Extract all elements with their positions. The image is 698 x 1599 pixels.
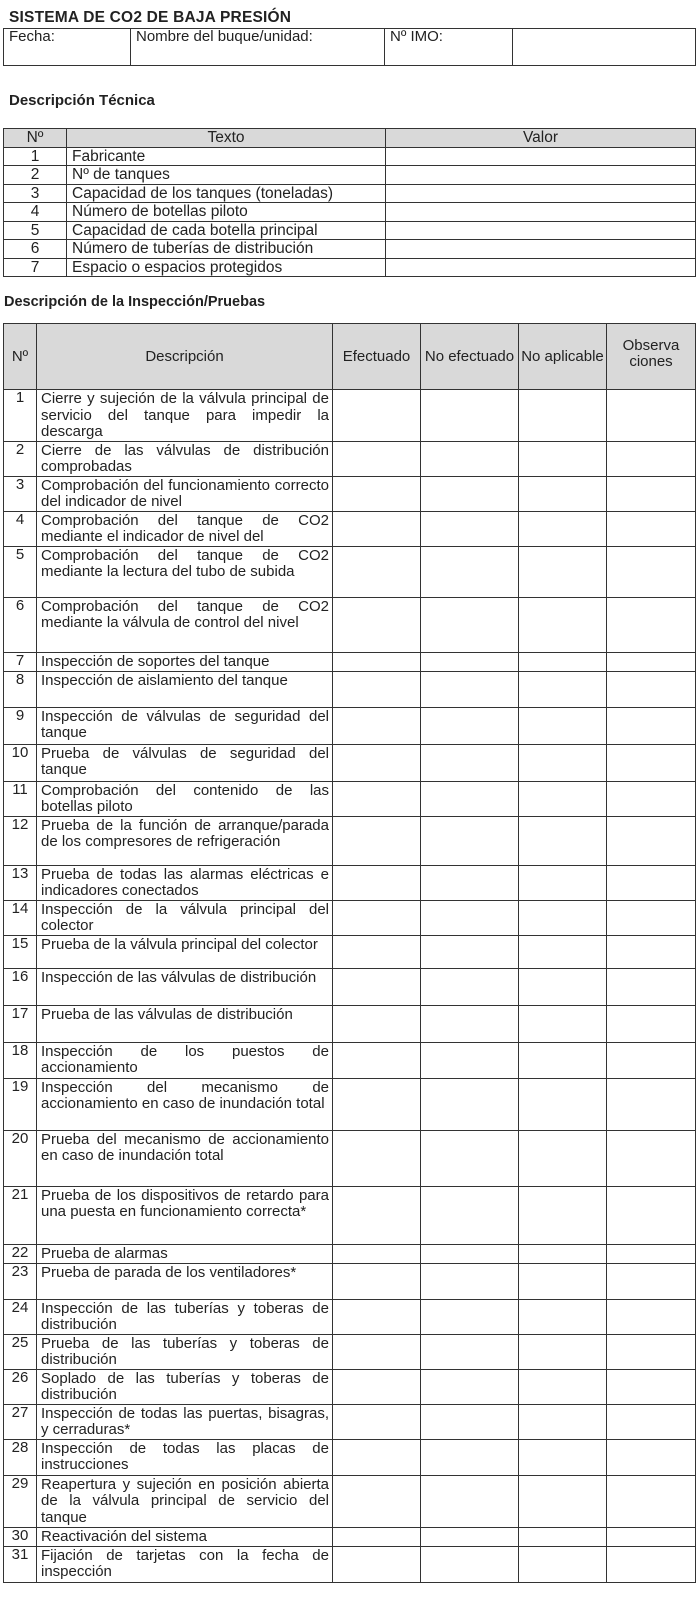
done-cell[interactable]: [333, 1005, 421, 1042]
not-done-cell[interactable]: [421, 390, 519, 442]
tech-row: [4, 166, 696, 185]
not-applicable-cell[interactable]: [519, 511, 607, 546]
table-row: [4, 1404, 696, 1439]
row-number: 19: [4, 1078, 37, 1130]
tech-row-value-cell[interactable]: [386, 184, 696, 203]
row-number: 17: [4, 1005, 37, 1042]
not-done-cell[interactable]: [421, 781, 519, 816]
header-not-applicable: No aplicable: [519, 324, 607, 390]
done-cell[interactable]: [333, 968, 421, 1005]
row-description: Comprobación del tanque de CO2 mediante la válvula de control del nivel: [37, 597, 333, 652]
not-done-cell[interactable]: [421, 511, 519, 546]
not-done-cell[interactable]: [421, 1334, 519, 1369]
tech-row-value-cell[interactable]: [386, 203, 696, 222]
done-cell[interactable]: [333, 935, 421, 968]
observations-cell[interactable]: [607, 1263, 696, 1299]
tech-row: [4, 203, 696, 222]
technical-description-table: [3, 128, 696, 277]
observations-cell[interactable]: [607, 1334, 696, 1369]
not-applicable-cell[interactable]: [519, 1475, 607, 1527]
not-applicable-cell[interactable]: [519, 1263, 607, 1299]
table-row: [4, 476, 696, 511]
not-applicable-cell[interactable]: [519, 707, 607, 744]
not-applicable-cell[interactable]: [519, 1130, 607, 1186]
not-done-cell[interactable]: [421, 900, 519, 935]
row-number: 16: [4, 968, 37, 1005]
observations-cell[interactable]: [607, 781, 696, 816]
not-done-cell[interactable]: [421, 1299, 519, 1334]
not-applicable-cell[interactable]: [519, 900, 607, 935]
tech-header-value: Valor: [386, 129, 696, 148]
tech-header-text: Texto: [67, 129, 386, 148]
not-done-cell[interactable]: [421, 1546, 519, 1582]
row-number: 9: [4, 707, 37, 744]
done-cell[interactable]: [333, 546, 421, 597]
row-description: Fijación de tarjetas con la fecha de inspección: [37, 1546, 333, 1582]
table-row: [4, 511, 696, 546]
row-description: Prueba de las tuberías y toberas de distribución: [37, 1334, 333, 1369]
observations-cell[interactable]: [607, 390, 696, 442]
table-row: [4, 744, 696, 781]
tech-header-number: Nº: [4, 129, 67, 148]
table-row: [4, 1546, 696, 1582]
header-done: Efectuado: [333, 324, 421, 390]
row-number: 7: [4, 652, 37, 671]
done-cell[interactable]: [333, 671, 421, 707]
row-number: 6: [4, 597, 37, 652]
table-row: [4, 1042, 696, 1078]
row-description: Prueba de los dispositivos de retardo para una puesta en funcionamiento correcta*: [37, 1186, 333, 1244]
table-row: [4, 1527, 696, 1546]
tech-row-number: 5: [4, 221, 67, 240]
tech-row: [4, 221, 696, 240]
table-row: [4, 390, 696, 442]
done-cell[interactable]: [333, 652, 421, 671]
row-number: 13: [4, 865, 37, 900]
done-cell[interactable]: [333, 1404, 421, 1439]
not-done-cell[interactable]: [421, 671, 519, 707]
not-applicable-cell[interactable]: [519, 1334, 607, 1369]
table-row: [4, 1186, 696, 1244]
observations-cell[interactable]: [607, 865, 696, 900]
not-applicable-cell[interactable]: [519, 441, 607, 476]
observations-cell[interactable]: [607, 1042, 696, 1078]
row-number: 21: [4, 1186, 37, 1244]
observations-cell[interactable]: [607, 652, 696, 671]
row-description: Soplado de las tuberías y toberas de distribución: [37, 1369, 333, 1404]
done-cell[interactable]: [333, 865, 421, 900]
not-applicable-cell[interactable]: [519, 781, 607, 816]
done-cell[interactable]: [333, 1334, 421, 1369]
done-cell[interactable]: [333, 1263, 421, 1299]
row-description: Comprobación del tanque de CO2 mediante la lectura del tubo de subida: [37, 546, 333, 597]
row-description: Prueba de alarmas: [37, 1244, 333, 1263]
not-done-cell[interactable]: [421, 865, 519, 900]
observations-cell[interactable]: [607, 1078, 696, 1130]
row-number: 28: [4, 1439, 37, 1475]
not-applicable-cell[interactable]: [519, 1244, 607, 1263]
tech-row-text: Capacidad de los tanques (toneladas): [67, 184, 386, 203]
not-done-cell[interactable]: [421, 441, 519, 476]
table-row: [4, 1130, 696, 1186]
date-label: Fecha:: [4, 29, 131, 66]
observations-cell[interactable]: [607, 707, 696, 744]
table-row: [4, 441, 696, 476]
not-applicable-cell[interactable]: [519, 390, 607, 442]
table-row: [4, 1005, 696, 1042]
row-description: Comprobación del contenido de las botellas piloto: [37, 781, 333, 816]
tech-row-text: Fabricante: [67, 147, 386, 166]
not-done-cell[interactable]: [421, 1042, 519, 1078]
not-applicable-cell[interactable]: [519, 1299, 607, 1334]
row-description: Inspección de la válvula principal del colector: [37, 900, 333, 935]
not-done-cell[interactable]: [421, 652, 519, 671]
not-done-cell[interactable]: [421, 1527, 519, 1546]
table-row: [4, 546, 696, 597]
table-row: [4, 1475, 696, 1527]
not-done-cell[interactable]: [421, 968, 519, 1005]
not-done-cell[interactable]: [421, 935, 519, 968]
not-done-cell[interactable]: [421, 816, 519, 865]
row-description: Inspección del mecanismo de accionamiento en caso de inundación total: [37, 1078, 333, 1130]
header-description: Descripción: [37, 324, 333, 390]
row-number: 27: [4, 1404, 37, 1439]
tech-row-text: Nº de tanques: [67, 166, 386, 185]
done-cell[interactable]: [333, 390, 421, 442]
tech-row-text: Capacidad de cada botella principal: [67, 221, 386, 240]
not-applicable-cell[interactable]: [519, 671, 607, 707]
done-cell[interactable]: [333, 597, 421, 652]
not-applicable-cell[interactable]: [519, 1078, 607, 1130]
table-row: [4, 1299, 696, 1334]
not-applicable-cell[interactable]: [519, 1439, 607, 1475]
row-number: 20: [4, 1130, 37, 1186]
done-cell[interactable]: [333, 1369, 421, 1404]
table-row: [4, 1078, 696, 1130]
not-done-cell[interactable]: [421, 1130, 519, 1186]
observations-cell[interactable]: [607, 1130, 696, 1186]
row-description: Prueba de válvulas de seguridad del tanque: [37, 744, 333, 781]
row-description: Prueba del mecanismo de accionamiento en caso de inundación total: [37, 1130, 333, 1186]
row-number: 3: [4, 476, 37, 511]
table-row: [4, 1439, 696, 1475]
done-cell[interactable]: [333, 1042, 421, 1078]
observations-cell[interactable]: [607, 1475, 696, 1527]
not-applicable-cell[interactable]: [519, 1369, 607, 1404]
not-done-cell[interactable]: [421, 744, 519, 781]
tech-row-text: Espacio o espacios protegidos: [67, 258, 386, 277]
row-description: Reapertura y sujeción en posición abierta de la válvula principal de servicio del tanque: [37, 1475, 333, 1527]
table-row: [4, 652, 696, 671]
done-cell[interactable]: [333, 441, 421, 476]
not-done-cell[interactable]: [421, 597, 519, 652]
not-done-cell[interactable]: [421, 546, 519, 597]
row-number: 14: [4, 900, 37, 935]
done-cell[interactable]: [333, 781, 421, 816]
not-done-cell[interactable]: [421, 1244, 519, 1263]
table-row: [4, 1263, 696, 1299]
table-row: [4, 1334, 696, 1369]
table-row: [4, 900, 696, 935]
not-applicable-cell[interactable]: [519, 1186, 607, 1244]
not-applicable-cell[interactable]: [519, 968, 607, 1005]
table-row: [4, 781, 696, 816]
done-cell[interactable]: [333, 744, 421, 781]
tech-row: [4, 184, 696, 203]
row-number: 24: [4, 1299, 37, 1334]
table-row: [4, 671, 696, 707]
row-number: 25: [4, 1334, 37, 1369]
done-cell[interactable]: [333, 707, 421, 744]
table-row: [4, 935, 696, 968]
done-cell[interactable]: [333, 1299, 421, 1334]
tech-row-value-cell[interactable]: [386, 240, 696, 259]
done-cell[interactable]: [333, 1244, 421, 1263]
inspection-section-title: Descripción de la Inspección/Pruebas: [4, 294, 266, 310]
observations-cell[interactable]: [607, 1369, 696, 1404]
tech-row: [4, 147, 696, 166]
table-row: [4, 865, 696, 900]
table-row: [4, 816, 696, 865]
row-description: Cierre de las válvulas de distribución comprobadas: [37, 441, 333, 476]
tech-row-number: 4: [4, 203, 67, 222]
row-number: 15: [4, 935, 37, 968]
row-description: Inspección de aislamiento del tanque: [37, 671, 333, 707]
row-description: Inspección de todas las puertas, bisagras, y cerraduras*: [37, 1404, 333, 1439]
tech-row-number: 1: [4, 147, 67, 166]
row-description: Reactivación del sistema: [37, 1527, 333, 1546]
not-applicable-cell[interactable]: [519, 935, 607, 968]
observations-cell[interactable]: [607, 511, 696, 546]
done-cell[interactable]: [333, 1130, 421, 1186]
not-done-cell[interactable]: [421, 1005, 519, 1042]
table-row: [4, 1244, 696, 1263]
observations-cell[interactable]: [607, 546, 696, 597]
observations-cell[interactable]: [607, 900, 696, 935]
observations-cell[interactable]: [607, 1439, 696, 1475]
observations-cell[interactable]: [607, 968, 696, 1005]
not-applicable-cell[interactable]: [519, 652, 607, 671]
not-applicable-cell[interactable]: [519, 1042, 607, 1078]
row-number: 23: [4, 1263, 37, 1299]
not-applicable-cell[interactable]: [519, 1527, 607, 1546]
done-cell[interactable]: [333, 476, 421, 511]
not-done-cell[interactable]: [421, 1186, 519, 1244]
not-done-cell[interactable]: [421, 1369, 519, 1404]
observations-cell[interactable]: [607, 1546, 696, 1582]
table-row: [4, 597, 696, 652]
not-done-cell[interactable]: [421, 1439, 519, 1475]
not-done-cell[interactable]: [421, 1078, 519, 1130]
row-description: Prueba de la función de arranque/parada de los compresores de refrigeración: [37, 816, 333, 865]
row-number: 12: [4, 816, 37, 865]
observations-cell[interactable]: [607, 1299, 696, 1334]
table-row: [4, 1369, 696, 1404]
tech-row-text: Número de tuberías de distribución: [67, 240, 386, 259]
observations-cell[interactable]: [607, 1244, 696, 1263]
not-applicable-cell[interactable]: [519, 744, 607, 781]
row-number: 11: [4, 781, 37, 816]
observations-cell[interactable]: [607, 1186, 696, 1244]
not-applicable-cell[interactable]: [519, 865, 607, 900]
observations-cell[interactable]: [607, 1404, 696, 1439]
not-applicable-cell[interactable]: [519, 1005, 607, 1042]
tech-row-number: 2: [4, 166, 67, 185]
tech-row: [4, 240, 696, 259]
imo-label: Nº IMO:: [385, 29, 513, 66]
row-number: 10: [4, 744, 37, 781]
row-description: Inspección de los puestos de accionamiento: [37, 1042, 333, 1078]
row-number: 8: [4, 671, 37, 707]
not-done-cell[interactable]: [421, 1404, 519, 1439]
done-cell[interactable]: [333, 1546, 421, 1582]
row-description: Inspección de todas las placas de instrucciones: [37, 1439, 333, 1475]
observations-cell[interactable]: [607, 744, 696, 781]
done-cell[interactable]: [333, 1186, 421, 1244]
done-cell[interactable]: [333, 1475, 421, 1527]
page-title: SISTEMA DE CO2 DE BAJA PRESIÓN: [9, 9, 292, 26]
row-description: Inspección de válvulas de seguridad del tanque: [37, 707, 333, 744]
tech-row-value-cell[interactable]: [386, 147, 696, 166]
imo-value-cell[interactable]: [513, 29, 696, 66]
row-number: 4: [4, 511, 37, 546]
not-applicable-cell[interactable]: [519, 1546, 607, 1582]
row-description: Comprobación del funcionamiento correcto del indicador de nivel: [37, 476, 333, 511]
header-number: Nº: [4, 324, 37, 390]
tech-row-value-cell[interactable]: [386, 166, 696, 185]
row-description: Cierre y sujeción de la válvula principal de servicio del tanque para impedir la descarga: [37, 390, 333, 442]
observations-cell[interactable]: [607, 816, 696, 865]
row-number: 2: [4, 441, 37, 476]
row-description: Prueba de todas las alarmas eléctricas e indicadores conectados: [37, 865, 333, 900]
observations-cell[interactable]: [607, 671, 696, 707]
technical-description-title: Descripción Técnica: [9, 92, 155, 109]
not-done-cell[interactable]: [421, 1263, 519, 1299]
done-cell[interactable]: [333, 511, 421, 546]
row-description: Prueba de parada de los ventiladores*: [37, 1263, 333, 1299]
not-applicable-cell[interactable]: [519, 816, 607, 865]
observations-cell[interactable]: [607, 935, 696, 968]
row-description: Inspección de las válvulas de distribución: [37, 968, 333, 1005]
row-number: 26: [4, 1369, 37, 1404]
table-row: [4, 968, 696, 1005]
row-number: 5: [4, 546, 37, 597]
row-description: Inspección de las tuberías y toberas de distribución: [37, 1299, 333, 1334]
not-applicable-cell[interactable]: [519, 476, 607, 511]
tech-row-number: 6: [4, 240, 67, 259]
not-done-cell[interactable]: [421, 1475, 519, 1527]
observations-cell[interactable]: [607, 441, 696, 476]
row-number: 31: [4, 1546, 37, 1582]
done-cell[interactable]: [333, 1078, 421, 1130]
row-number: 22: [4, 1244, 37, 1263]
tech-row-number: 7: [4, 258, 67, 277]
observations-cell[interactable]: [607, 597, 696, 652]
observations-cell[interactable]: [607, 476, 696, 511]
row-number: 29: [4, 1475, 37, 1527]
row-description: Inspección de soportes del tanque: [37, 652, 333, 671]
row-number: 18: [4, 1042, 37, 1078]
inspection-table: [3, 323, 696, 1583]
header-not-done: No efectuado: [421, 324, 519, 390]
observations-cell[interactable]: [607, 1005, 696, 1042]
done-cell[interactable]: [333, 816, 421, 865]
tech-row: [4, 258, 696, 277]
row-description: Comprobación del tanque de CO2 mediante el indicador de nivel del: [37, 511, 333, 546]
row-description: Prueba de las válvulas de distribución: [37, 1005, 333, 1042]
header-observations: Observa ciones: [607, 324, 696, 390]
row-description: Prueba de la válvula principal del colector: [37, 935, 333, 968]
not-done-cell[interactable]: [421, 476, 519, 511]
done-cell[interactable]: [333, 1527, 421, 1546]
tech-row-number: 3: [4, 184, 67, 203]
tech-row-text: Número de botellas piloto: [67, 203, 386, 222]
not-applicable-cell[interactable]: [519, 597, 607, 652]
observations-cell[interactable]: [607, 1527, 696, 1546]
not-applicable-cell[interactable]: [519, 1404, 607, 1439]
vessel-name-label: Nombre del buque/unidad:: [131, 29, 385, 66]
done-cell[interactable]: [333, 900, 421, 935]
row-number: 1: [4, 390, 37, 442]
not-applicable-cell[interactable]: [519, 546, 607, 597]
not-done-cell[interactable]: [421, 707, 519, 744]
table-row: [4, 707, 696, 744]
header-fields-table: [3, 28, 696, 66]
row-number: 30: [4, 1527, 37, 1546]
done-cell[interactable]: [333, 1439, 421, 1475]
tech-row-value-cell[interactable]: [386, 258, 696, 277]
tech-row-value-cell[interactable]: [386, 221, 696, 240]
